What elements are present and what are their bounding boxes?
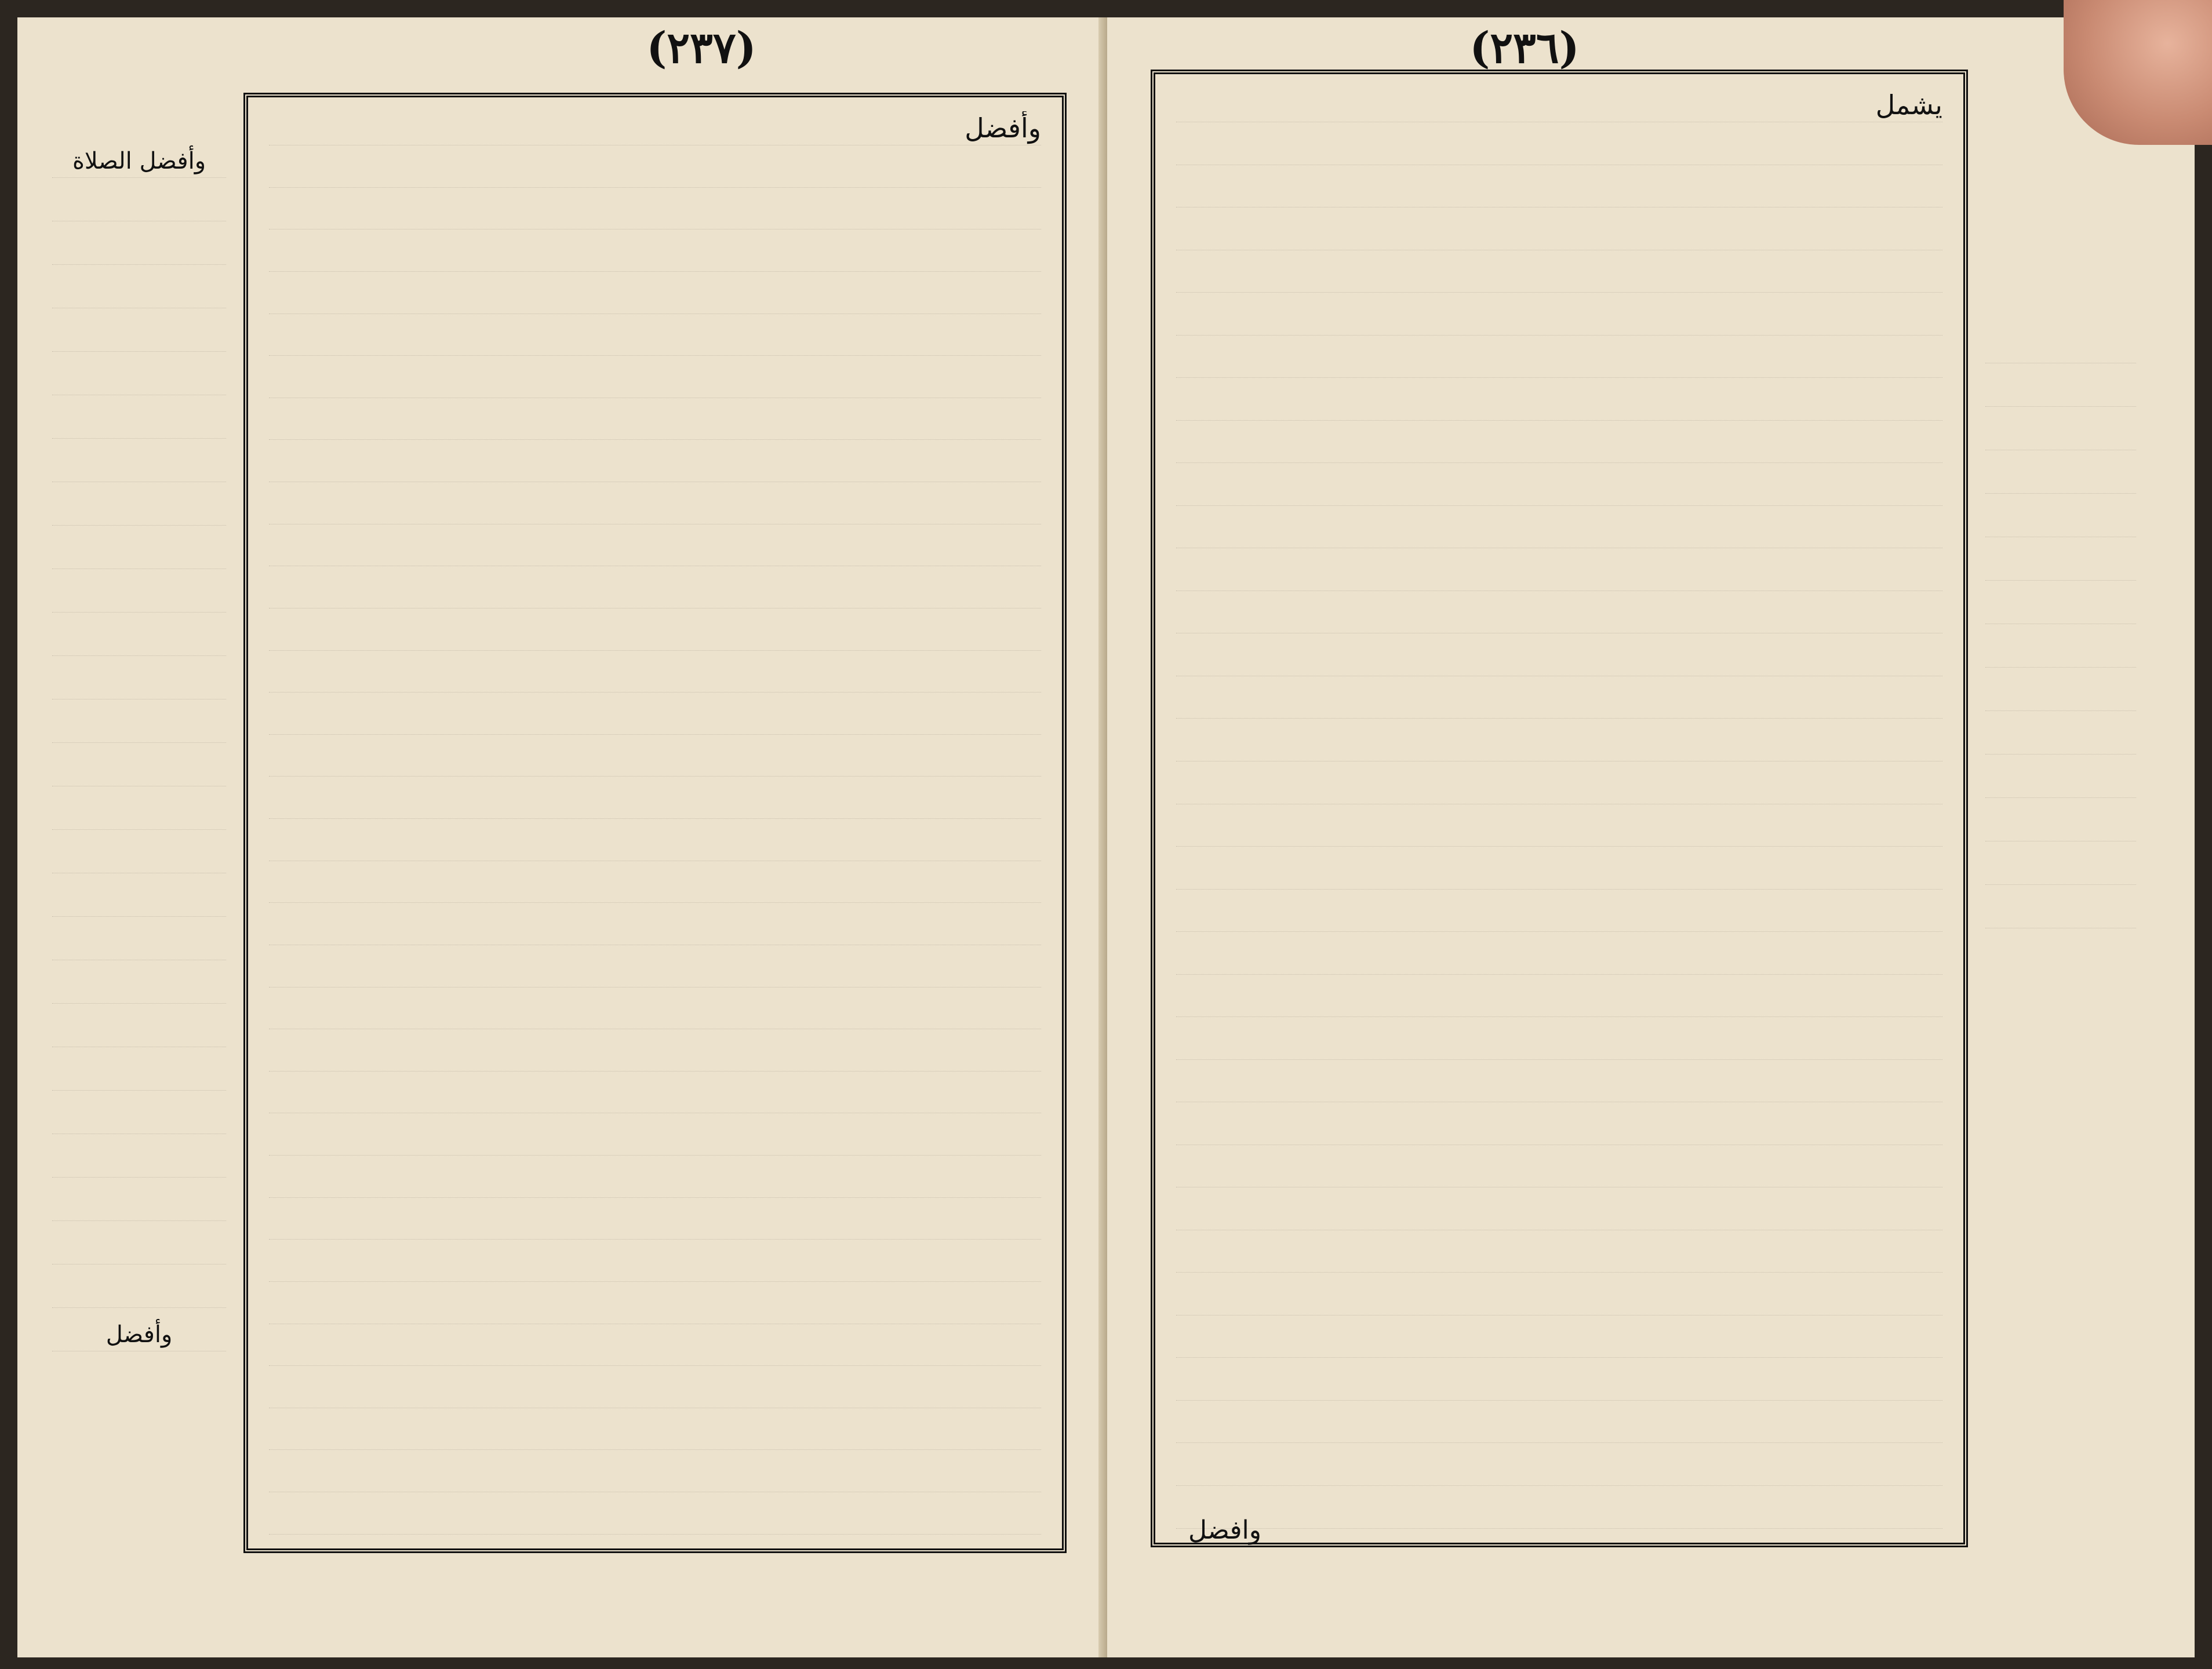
margin-line <box>52 971 226 1004</box>
text-line <box>269 1416 1041 1450</box>
main-text <box>269 111 1041 1535</box>
margin-line <box>52 188 226 221</box>
text-line <box>269 995 1041 1029</box>
text-line <box>269 701 1041 735</box>
text-line <box>1176 131 1942 165</box>
margin-commentary <box>1985 330 2136 991</box>
text-line <box>1176 258 1942 293</box>
text-line <box>1176 642 1942 676</box>
margin-commentary <box>52 145 226 1437</box>
text-line <box>1176 1366 1942 1401</box>
text-line <box>269 532 1041 566</box>
text-line <box>269 1164 1041 1198</box>
margin-line <box>52 406 226 439</box>
margin-line <box>52 319 226 352</box>
text-line <box>269 1248 1041 1282</box>
margin-line <box>1985 504 2136 537</box>
text-line <box>1176 1452 1942 1486</box>
margin-line <box>1985 374 2136 407</box>
margin-line <box>52 1231 226 1264</box>
text-line <box>1176 983 1942 1017</box>
right-page <box>1107 17 2195 1657</box>
text-line <box>1176 941 1942 975</box>
text-line <box>269 742 1041 777</box>
text-line <box>269 280 1041 314</box>
thumb <box>2064 0 2212 145</box>
text-line <box>269 322 1041 356</box>
margin-line <box>52 493 226 526</box>
text-line <box>1176 812 1942 847</box>
catchword: وافضل <box>1188 1515 1261 1545</box>
text-line <box>1176 1111 1942 1145</box>
text-line <box>1176 727 1942 761</box>
margin-line <box>1985 635 2136 668</box>
text-line <box>269 1079 1041 1113</box>
margin-line <box>52 710 226 743</box>
text-line <box>269 658 1041 693</box>
text-line <box>1176 1281 1942 1315</box>
margin-line <box>1985 852 2136 885</box>
margin-line <box>52 623 226 656</box>
text-line <box>269 1037 1041 1072</box>
margin-line <box>52 1275 226 1308</box>
text-line <box>1176 1409 1942 1443</box>
text-line <box>1176 684 1942 719</box>
margin-line <box>1985 765 2136 798</box>
text-line <box>1176 770 1942 804</box>
margin-line: وأفضل الصلاة <box>52 145 226 178</box>
margin-line <box>52 1101 226 1134</box>
text-line <box>1176 599 1942 633</box>
margin-line <box>52 797 226 830</box>
page-number: (٢٣٦) <box>1469 23 1580 73</box>
watermark <box>1038 806 1177 852</box>
margin-line: وأفضل <box>52 1318 226 1351</box>
text-line <box>269 827 1041 861</box>
text-line <box>269 1121 1041 1156</box>
text-line: يشمل <box>1176 88 1942 122</box>
margin-line <box>1985 461 2136 494</box>
text-line <box>1176 855 1942 890</box>
text-line <box>269 1458 1041 1492</box>
text-line <box>269 617 1041 651</box>
text-line <box>1176 557 1942 591</box>
text-line <box>1176 429 1942 463</box>
margin-line <box>52 536 226 569</box>
text-line <box>1176 1495 1942 1529</box>
text-line <box>269 238 1041 272</box>
main-text <box>1176 88 1942 1529</box>
text-frame <box>1151 70 1968 1547</box>
margin-line <box>52 1145 226 1178</box>
margin-line <box>52 753 226 786</box>
margin-line <box>1985 895 2136 928</box>
text-line <box>1176 1153 1942 1187</box>
text-line <box>269 406 1041 440</box>
text-line <box>1176 344 1942 378</box>
text-line <box>269 154 1041 188</box>
margin-line <box>1985 330 2136 363</box>
text-line <box>269 785 1041 819</box>
text-line <box>269 953 1041 987</box>
margin-line <box>1985 417 2136 450</box>
text-line <box>1176 301 1942 336</box>
text-line: وأفضل <box>269 111 1041 145</box>
text-line <box>1176 1068 1942 1102</box>
text-line <box>269 1290 1041 1324</box>
margin-line <box>1985 591 2136 624</box>
text-frame <box>243 93 1067 1553</box>
text-line <box>269 195 1041 229</box>
margin-line <box>52 884 226 917</box>
text-line <box>1176 387 1942 421</box>
text-line <box>269 869 1041 903</box>
text-line <box>269 911 1041 945</box>
text-line <box>269 574 1041 608</box>
margin-line <box>52 275 226 308</box>
margin-line <box>52 1188 226 1221</box>
text-line <box>1176 173 1942 207</box>
text-line <box>269 1374 1041 1408</box>
text-line <box>1176 1324 1942 1358</box>
margin-line <box>52 1058 226 1091</box>
text-line <box>1176 514 1942 548</box>
text-line <box>269 490 1041 524</box>
text-line <box>269 1332 1041 1366</box>
margin-line <box>52 1014 226 1047</box>
margin-line <box>1985 678 2136 711</box>
margin-line <box>1985 808 2136 841</box>
text-line <box>1176 216 1942 250</box>
margin-line <box>52 232 226 265</box>
text-line <box>1176 898 1942 932</box>
margin-line <box>52 666 226 699</box>
margin-line <box>52 580 226 613</box>
margin-line <box>1985 548 2136 581</box>
text-line <box>269 448 1041 482</box>
margin-line <box>52 840 226 873</box>
text-line <box>1176 472 1942 506</box>
text-line <box>269 1205 1041 1240</box>
text-line <box>269 1500 1041 1535</box>
margin-line <box>1985 721 2136 755</box>
margin-line <box>52 362 226 395</box>
left-page <box>17 17 1107 1657</box>
text-line <box>1176 1238 1942 1273</box>
text-line <box>269 364 1041 398</box>
margin-line <box>52 927 226 960</box>
text-line <box>1176 1026 1942 1060</box>
margin-line <box>52 449 226 482</box>
text-line <box>1176 1196 1942 1230</box>
page-number: (٢٣٧) <box>646 23 756 73</box>
